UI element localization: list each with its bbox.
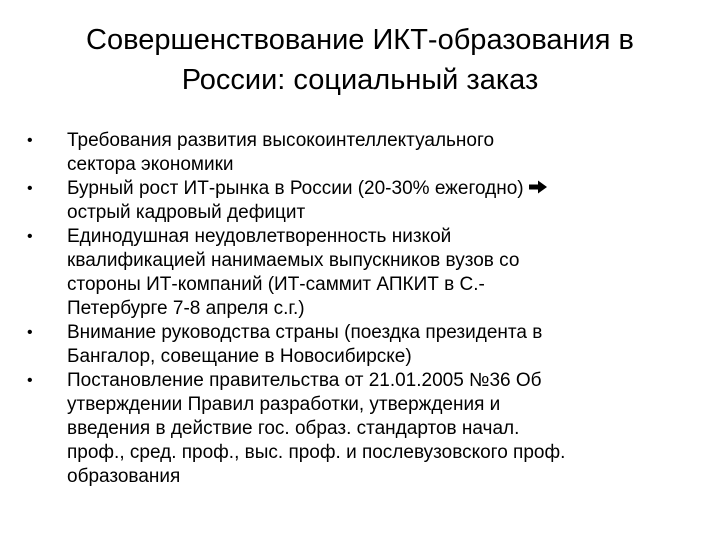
bullet-icon: • [27,372,33,389]
bullet-icon: • [27,180,33,197]
bullet-5-line-4: проф., сред. проф., выс. проф. и послевузовского проф. [67,442,566,463]
bullet-item-2 [0,177,720,225]
title-line-2: России: социальный заказ [181,64,539,96]
bullet-list [0,129,720,489]
bullet-icon: • [27,132,33,149]
bullet-icon: • [27,324,33,341]
bullet-3-line-3: стороны ИТ-компаний (ИТ-саммит АПКИТ в С.- [67,274,485,295]
bullet-icon: • [27,228,33,245]
title-line-1: Совершенствование ИКТ-образования в [86,24,634,56]
bullet-5-line-5: образования [67,466,181,487]
bullet-1-line-2: сектора экономики [67,154,234,175]
bullet-4-line-1: Внимание руководства страны (поездка президента в [67,322,543,343]
bullet-3-line-1: Единодушная неудовлетворенность низкой [67,226,452,247]
bullet-2-line-1-wrap [67,177,720,201]
bullet-item-4 [0,321,720,369]
bullet-item-5 [0,369,720,489]
bullet-5-line-3: введения в действие гос. образ. стандартов начал. [67,418,520,439]
bullet-item-1 [0,129,720,177]
bullet-3-line-2: квалификацией нанимаемых выпускников вузов со [67,250,520,271]
bullet-4-line-2: Бангалор, совещание в Новосибирске) [67,346,412,367]
bullet-5-line-1: Постановление правительства от 21.01.2005 №36 Об [67,370,542,391]
bullet-5-line-2: утверждении Правил разработки, утверждения и [67,394,501,415]
slide-title [30,20,690,100]
right-arrow-icon [528,179,548,195]
bullet-3-line-4: Петербурге 7-8 апреля с.г.) [67,298,305,319]
bullet-item-3 [0,225,720,321]
bullet-1-line-1: Требования развития высокоинтеллектуального [67,130,495,151]
bullet-2-line-1: Бурный рост ИТ-рынка в России (20-30% ежегодно) [67,178,524,199]
bullet-2-line-2: острый кадровый дефицит [67,202,306,223]
